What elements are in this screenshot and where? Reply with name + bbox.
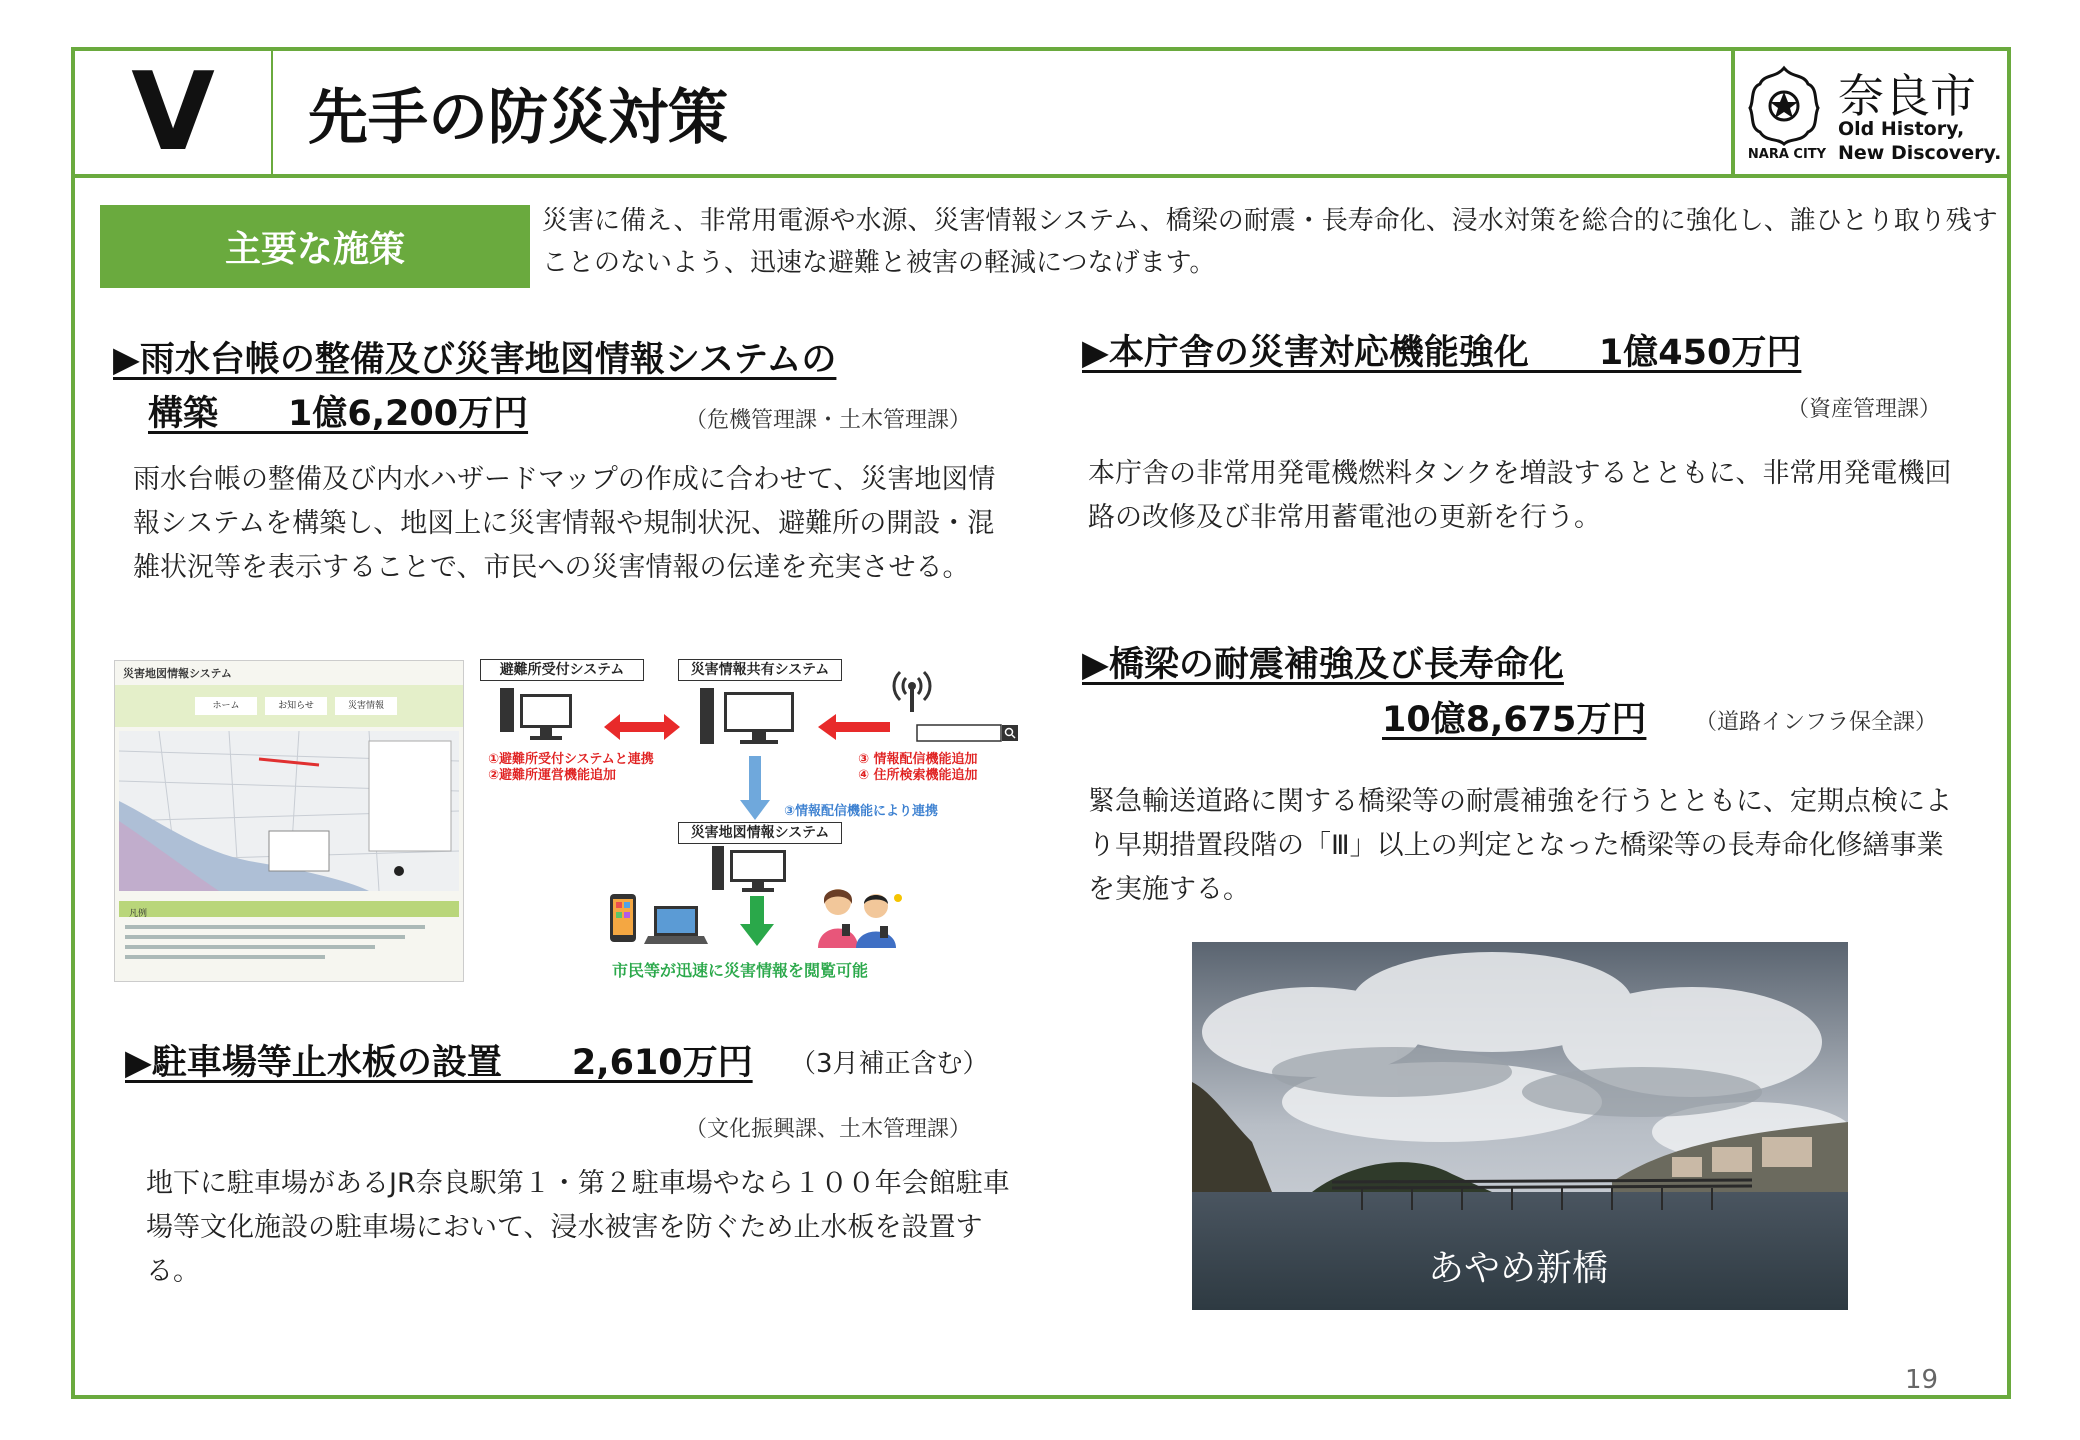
section-divider [271, 51, 273, 174]
item3-heading: ▶本庁舎の災害対応機能強化 1億450万円 [1082, 333, 1802, 373]
map-system-screenshot [114, 660, 464, 982]
map-tab-disaster: 災害情報 [335, 697, 397, 715]
map-system-title: 災害地図情報システム [123, 667, 232, 680]
page-title: 先手の防災対策 [308, 83, 728, 153]
evac-reception-system-box: 避難所受付システム [480, 659, 644, 681]
item2-department: （文化振興課、土木管理課） [685, 1117, 972, 1142]
map-tab-home: ホーム [195, 697, 257, 715]
section-number: V [131, 49, 215, 175]
item2-body: 地下に駐車場があるJR奈良駅第１・第２駐車場やなら１００年会館駐車場等文化施設の駐車場において、浸水被害を防ぐため止水板を設置する。 [146, 1168, 1010, 1287]
map-area [119, 731, 459, 891]
item3-body: 本庁舎の非常用発電機燃料タンクを増設するとともに、非常用発電機回路の改修及び非常用蓄電池の更新を行う。 [1088, 458, 1952, 533]
info-sharing-system-box: 災害情報共有システム [678, 659, 842, 681]
pc-icon-evac [500, 688, 580, 748]
citizens-icon [814, 884, 904, 948]
note-evac-link: ①避難所受付システムと連携 [488, 752, 654, 767]
item4-heading-line1: ▶橋梁の耐震補強及び長寿命化 [1082, 645, 1564, 685]
item4-heading-line2: 10億8,675万円 [1382, 700, 1647, 740]
note-info-delivery: ③ 情報配信機能追加 [858, 752, 978, 767]
logo-tagline-1: Old History, [1838, 118, 1965, 140]
map-legend-bar [119, 901, 459, 917]
note-address-search: ④ 住所検索機能追加 [858, 768, 978, 783]
pc-icon-map [712, 846, 792, 894]
logo-city-en: NARA CITY [1747, 147, 1827, 162]
logo-city-jp: 奈良市 [1838, 69, 1976, 123]
item4-body: 緊急輸送道路に関する橋梁等の耐震補強を行うとともに、定期点検により早期措置段階の「Ⅲ」以上の判定となった橋梁等の長寿命化修繕事業を実施する。 [1088, 786, 1952, 905]
note-link-by-info: ③情報配信機能により連携 [784, 804, 939, 819]
map-legend-items [119, 921, 459, 976]
photo-caption: あやめ新橋 [1428, 1248, 1609, 1289]
policy-label: 主要な施策 [100, 205, 530, 288]
double-arrow-icon [604, 712, 680, 742]
wireless-antenna-icon [886, 664, 938, 712]
policy-text: 災害に備え、非常用電源や水源、災害情報システム、橋梁の耐震・長寿命化、浸水対策を総合的に強化し、誰ひとり取り残すことのないよう、迅速な避難と被害の軽減につなげます。 [542, 206, 1998, 278]
item1-heading-line1: ▶雨水台帳の整備及び災害地図情報システムの [113, 340, 837, 380]
down-arrow-green-icon [740, 896, 774, 946]
pc-icon-share [700, 688, 800, 748]
item2-heading: ▶駐車場等止水板の設置 2,610万円 [125, 1043, 753, 1083]
note-evac-ops: ②避難所運営機能追加 [488, 768, 617, 783]
smartphone-laptop-icon [608, 892, 708, 948]
left-arrow-icon [818, 712, 890, 742]
item4-department: （道路インフラ保全課） [1695, 710, 1938, 735]
item1-heading-line2: 構築 1億6,200万円 [148, 394, 529, 434]
map-system-box: 災害地図情報システム [678, 822, 842, 844]
logo-tagline-2: New Discovery. [1838, 142, 2002, 164]
map-legend-label: 凡例 [129, 909, 148, 919]
map-header [115, 685, 463, 727]
item1-department: （危機管理課・土木管理課） [685, 408, 972, 433]
page-number: 19 [1905, 1365, 1939, 1395]
note-public-access: 市民等が迅速に災害情報を閲覧可能 [612, 961, 869, 980]
item3-department: （資産管理課） [1787, 397, 1942, 422]
map-tab-news: お知らせ [265, 697, 327, 715]
search-bar-icon [916, 722, 1020, 744]
item1-body: 雨水台帳の整備及び内水ハザードマップの作成に合わせて、災害地図情報システムを構築し、地図上に災害情報や規制状況、避難所の開設・混雑状況等を表示することで、市民への災害情報の伝達を充実させる。 [133, 464, 996, 583]
down-arrow-blue-icon [740, 756, 770, 820]
logo-divider [1731, 51, 1735, 174]
item2-heading-note: （3月補正含む） [790, 1049, 989, 1079]
nara-city-emblem-icon [1748, 64, 1820, 146]
